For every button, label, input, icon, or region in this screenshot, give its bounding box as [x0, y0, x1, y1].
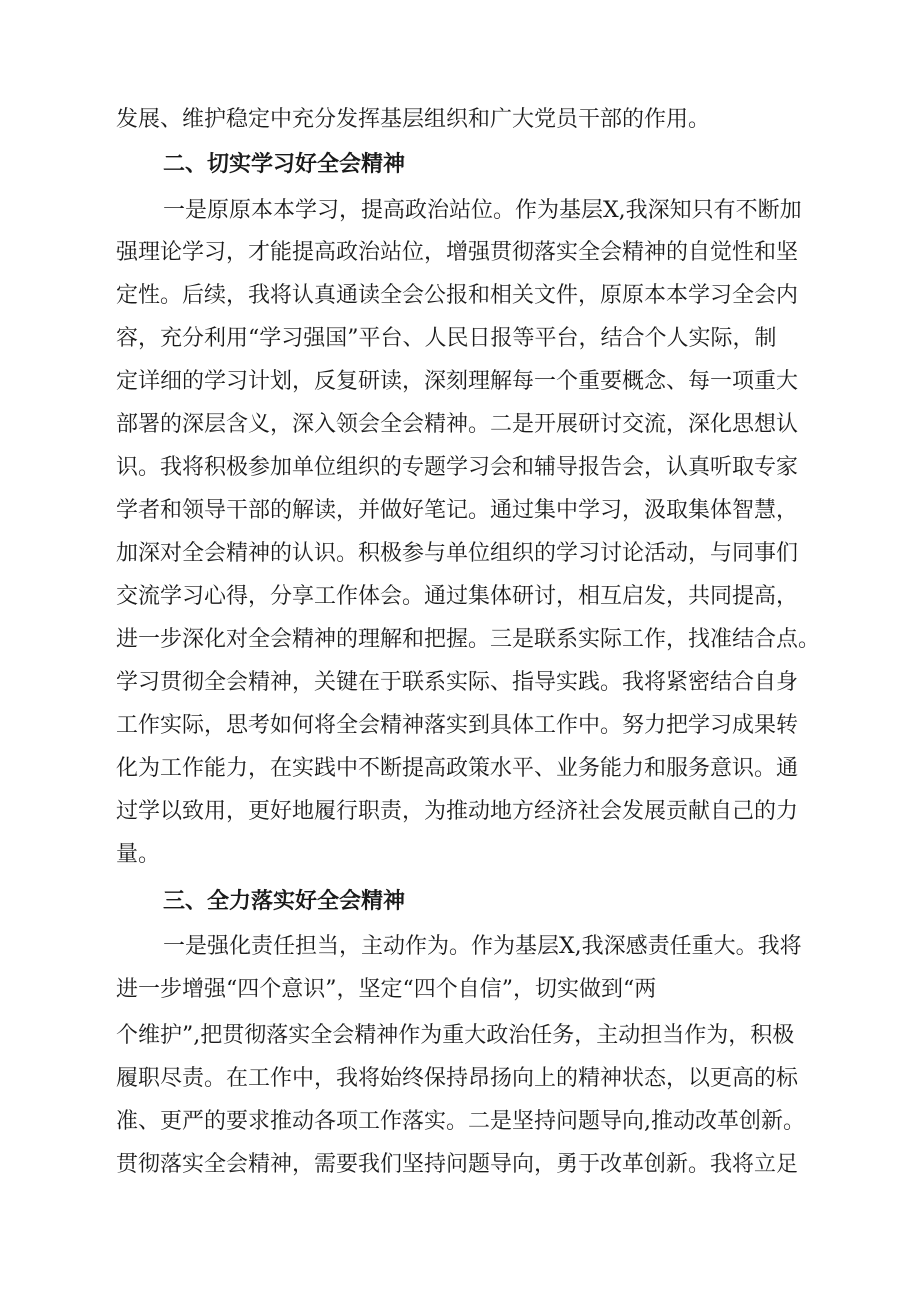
- body-text-line: 部署的深层含义，深入领会全会精神。二是开展研讨交流，深化思想认: [116, 412, 799, 437]
- body-text-line: 量。: [116, 842, 161, 867]
- body-text-line: 进一步增强“四个意识”，坚定“四个自信”，切实做到“两: [116, 977, 657, 1002]
- body-text-line: 识。我将积极参加单位组织的专题学习会和辅导报告会，认真听取专家: [116, 455, 799, 480]
- body-text-line: 个维护”,把贯彻落实全会精神作为重大政治任务，主动担当作为，积极: [116, 1023, 795, 1048]
- body-text-line: 学习贯彻全会精神，关键在于联系实际、指导实践。我将紧密结合自身: [116, 670, 799, 695]
- body-text-line: 定详细的学习计划，反复研读，深刻理解每一个重要概念、每一项重大: [116, 369, 799, 394]
- section-heading: 二、切实学习好全会精神: [163, 152, 406, 177]
- body-text-line: 强理论学习，才能提高政治站位，增强贯彻落实全会精神的自觉性和坚: [116, 240, 799, 265]
- body-text-line: 发展、维护稳定中充分发挥基层组织和广大党员干部的作用。: [116, 107, 711, 132]
- body-text-line: 贯彻落实全会精神，需要我们坚持问题导向，勇于改革创新。我将立足: [116, 1152, 799, 1177]
- paragraph-first-line: 一是强化责任担当，主动作为。作为基层X,我深感责任重大。我将: [163, 934, 802, 959]
- section-heading: 三、全力落实好全会精神: [163, 889, 406, 914]
- body-text-line: 加深对全会精神的认识。积极参与单位组织的学习讨论活动，与同事们: [116, 541, 799, 566]
- body-text-line: 履职尽责。在工作中，我将始终保持昂扬向上的精神状态，以更高的标: [116, 1066, 799, 1091]
- body-text-line: 进一步深化对全会精神的理解和把握。三是联系实际工作，找准结合点。: [116, 627, 821, 652]
- body-text-line: 交流学习心得，分享工作体会。通过集体研讨，相互启发，共同提高，: [116, 584, 799, 609]
- body-text-line: 工作实际，思考如何将全会精神落实到具体工作中。努力把学习成果转: [116, 713, 799, 738]
- body-text-line: 学者和领导干部的解读，并做好笔记。通过集中学习，汲取集体智慧，: [116, 498, 799, 523]
- body-text-line: 容，充分利用“学习强国”平台、人民日报等平台，结合个人实际，制: [116, 326, 777, 351]
- paragraph-first-line: 一是原原本本学习，提高政治站位。作为基层X,我深知只有不断加: [163, 198, 802, 223]
- body-text-line: 过学以致用，更好地履行职责，为推动地方经济社会发展贡献自己的力: [116, 799, 799, 824]
- body-text-line: 定性。后续，我将认真通读全会公报和相关文件，原原本本学习全会内: [116, 283, 799, 308]
- body-text-line: 化为工作能力，在实践中不断提高政策水平、业务能力和服务意识。通: [116, 756, 799, 781]
- body-text-line: 准、更严的要求推动各项工作落实。二是坚持问题导向,推动改革创新。: [116, 1109, 805, 1134]
